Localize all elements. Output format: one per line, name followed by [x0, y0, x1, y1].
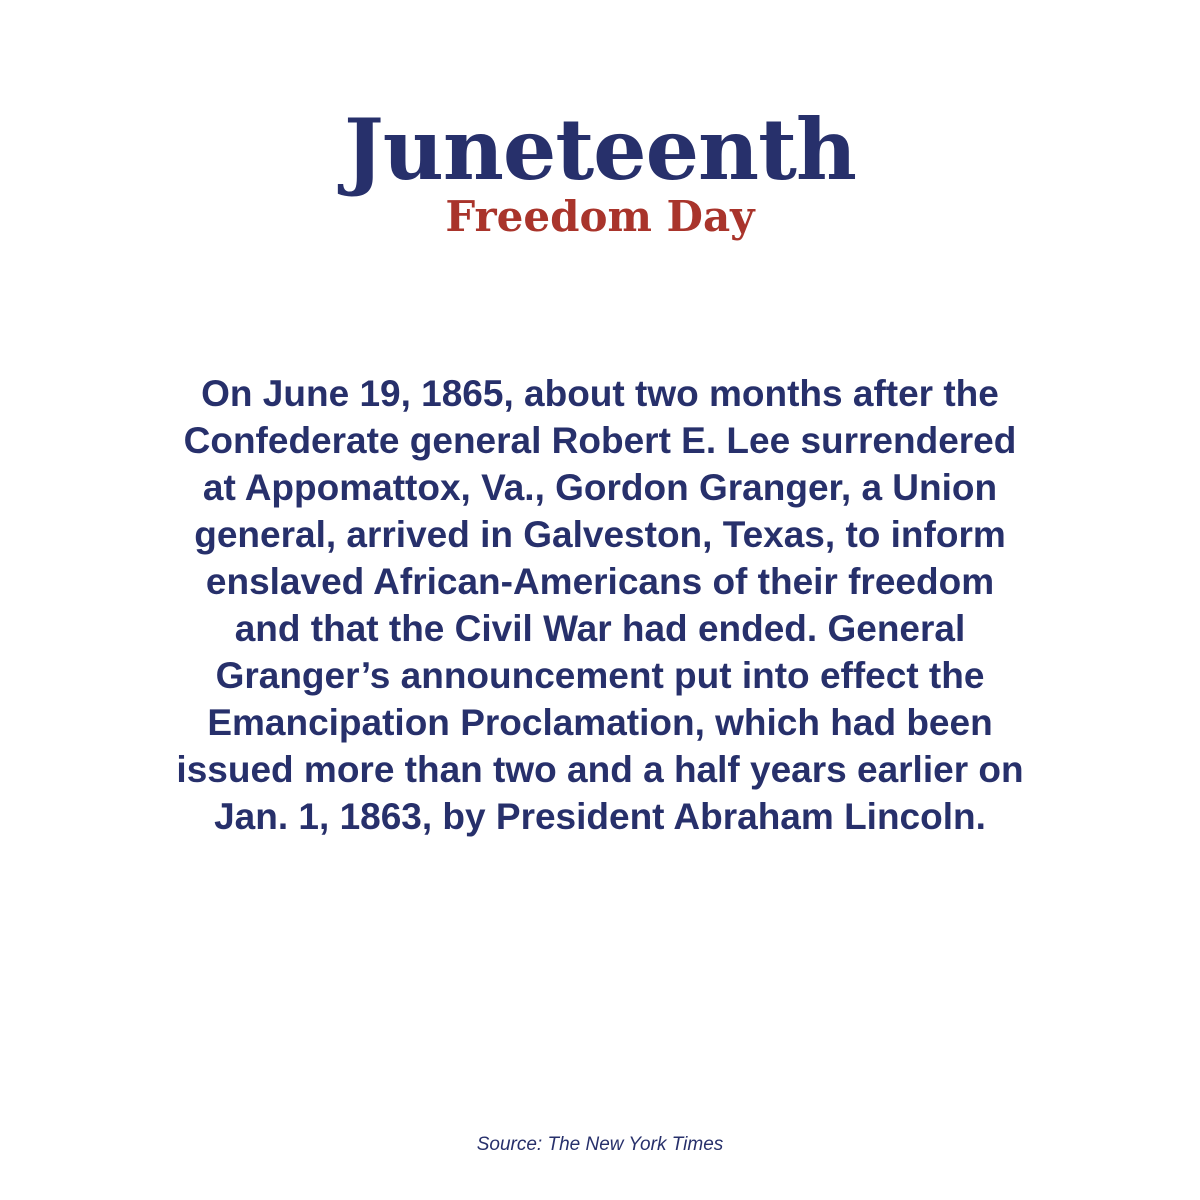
body-line: On June 19, 1865, about two months after the [201, 373, 999, 414]
body-line: Confederate general Robert E. Lee surrendered [183, 420, 1017, 461]
body-line: Granger’s announcement put into effect the [215, 655, 985, 696]
body-line: general, arrived in Galveston, Texas, to inform [194, 514, 1006, 555]
body-line: at Appomattox, Va., Gordon Granger, a Union [202, 467, 998, 508]
body-line: enslaved African-Americans of their freedom [205, 561, 995, 602]
body-line: Emancipation Proclamation, which had been [207, 702, 993, 743]
page-title: Juneteenth [344, 100, 856, 199]
body-paragraph [150, 370, 1050, 840]
source-citation: Source: The New York Times [476, 1134, 724, 1155]
body-line: and that the Civil War had ended. General [234, 608, 966, 649]
page-subtitle: Freedom Day [445, 192, 755, 241]
body-line: Jan. 1, 1863, by President Abraham Lincoln. [214, 796, 986, 837]
body-line: issued more than two and a half years earlier on [176, 749, 1024, 790]
title-block [0, 100, 1200, 242]
